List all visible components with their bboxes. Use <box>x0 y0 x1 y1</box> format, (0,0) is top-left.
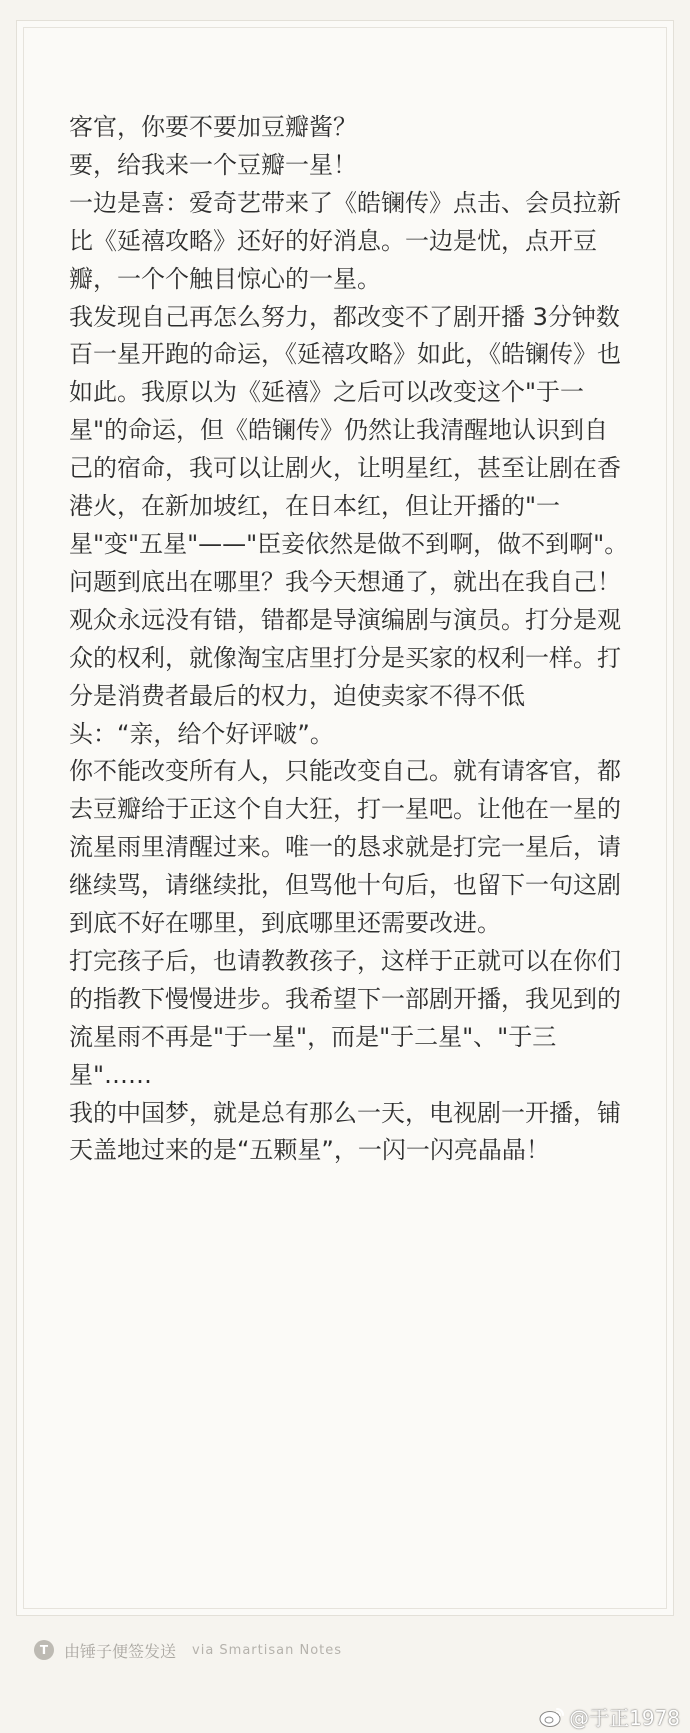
weibo-handle: @于正1978 <box>569 1706 680 1730</box>
paragraph: 打完孩子后，也请教教孩子，这样于正就可以在你们的指教下慢慢进步。我希望下一部剧开播，我见到的流星雨不再是"于一星"，而是"于二星"、"于三星"…… <box>69 946 621 1089</box>
paragraph: 我发现自己再怎么努力，都改变不了剧开播 3分钟数百一星开跑的命运，《延禧攻略》如此，《皓镧传》也如此。我原以为《延禧》之后可以改变这个"于一星"的命运，但《皓镧传》仍然让我清醒地认识到自己的宿命，我可以让剧火，让明星红，甚至让剧在香港火，在新加坡红，在日本红，但让开播的"一星"变"五星"——"臣妾依然是做不到啊，做不到啊"。 <box>69 302 629 558</box>
paragraph: 问题到底出在哪里？我今天想通了，就出在我自己！观众永远没有错，错都是导演编剧与演员。打分是观众的权利，就像淘宝店里打分是买家的权利一样。打分是消费者最后的权力，迫使卖家不得不低头：“亲，给个好评啵”。 <box>69 567 621 748</box>
paragraph: 我的中国梦，就是总有那么一天，电视剧一开播，铺天盖地过来的是“五颗星”，一闪一闪亮晶晶！ <box>69 1098 621 1165</box>
note-footer <box>34 1638 342 1662</box>
note-body <box>69 109 629 1170</box>
paragraph: 客官，你要不要加豆瓣酱？ <box>69 113 357 141</box>
paragraph: 要，给我来一个豆瓣一星！ <box>69 150 357 179</box>
via-app-label: via Smartisan Notes <box>192 1642 343 1658</box>
sent-by-label: 由锤子便签发送 <box>64 1641 177 1661</box>
paragraph: 一边是喜：爱奇艺带来了《皓镧传》点击、会员拉新比《延禧攻略》还好的好消息。一边是忧，点开豆瓣，一个个触目惊心的一星。 <box>69 188 621 293</box>
smartisan-t-icon: T <box>34 1640 54 1660</box>
paragraph: 你不能改变所有人，只能改变自己。就有请客官，都去豆瓣给于正这个自大狂，打一星吧。让他在一星的流星雨里清醒过来。唯一的恳求就是打完一星后，请继续骂，请继续批，但骂他十句后，也留下一句这剧到底不好在哪里，到底哪里还需要改进。 <box>69 757 621 938</box>
weibo-watermark <box>539 1702 680 1731</box>
note-card <box>16 20 674 1616</box>
weibo-icon <box>539 1706 565 1728</box>
